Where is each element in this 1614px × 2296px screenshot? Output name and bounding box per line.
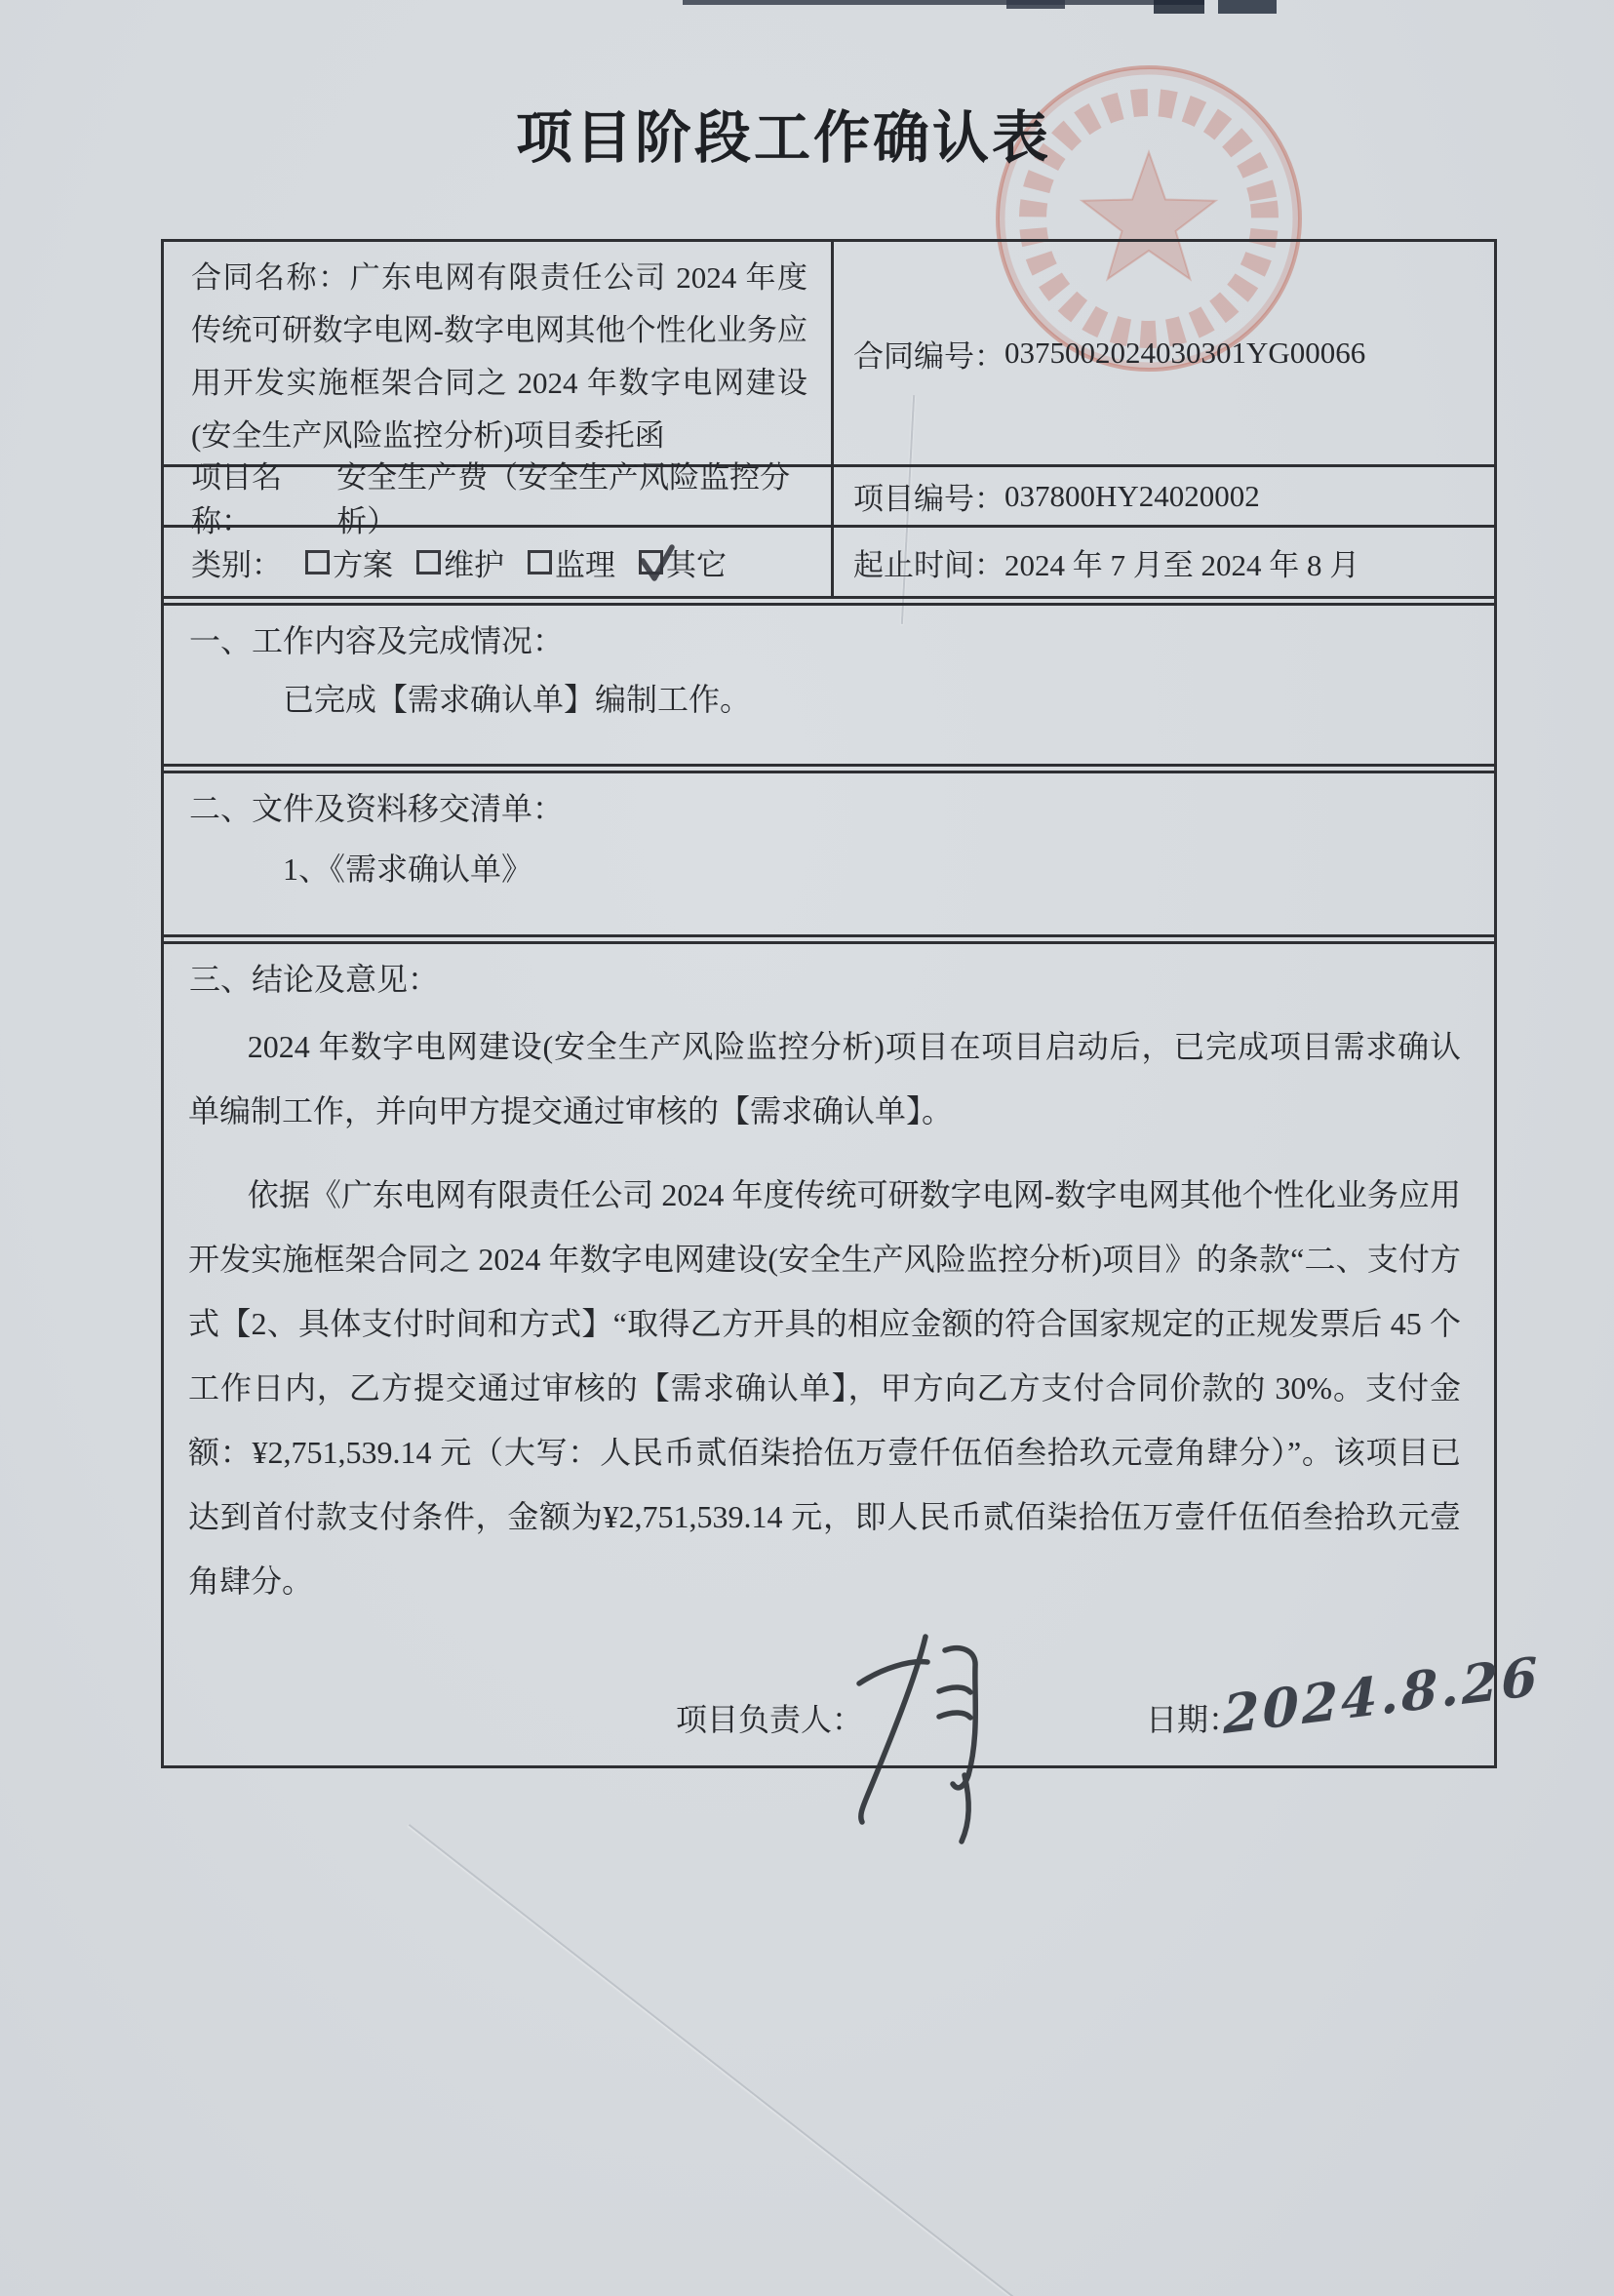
handwritten-check-icon bbox=[635, 539, 678, 582]
project-row bbox=[164, 459, 1494, 538]
page-title: 项目阶段工作确认表 bbox=[515, 106, 1051, 170]
duration-cell bbox=[834, 528, 1494, 596]
checkbox-label: 监理 bbox=[555, 547, 615, 582]
section-work-content bbox=[164, 596, 1494, 764]
checkbox-option-weihu bbox=[416, 540, 504, 584]
signature-row bbox=[164, 1643, 1541, 1775]
project-no-cell bbox=[834, 467, 1494, 525]
duration-value: 2024 年 7 月至 2024 年 8 月 bbox=[1004, 547, 1360, 582]
contract-name-label: 合同名称： bbox=[191, 260, 350, 295]
project-name-value: 安全生产费（安全生产风险监控分析） bbox=[336, 459, 791, 538]
confirmation-table bbox=[161, 239, 1541, 1768]
checkbox-option-jianli bbox=[528, 540, 615, 584]
duration-label: 起止时间： bbox=[853, 547, 1004, 582]
section2-heading: 二、文件及资料移交清单： bbox=[189, 791, 565, 826]
date-label: 日期： bbox=[1146, 1702, 1240, 1737]
section-handover-list bbox=[164, 764, 1494, 934]
contract-no-label: 合同编号： bbox=[853, 338, 1004, 374]
conclusion-paragraph-1: 2024 年数字电网建设(安全生产风险监控分析)项目在项目启动后，已完成项目需求确认单编制工作，并向甲方提交通过审核的【需求确认单】。 bbox=[188, 1029, 1461, 1128]
project-name-cell bbox=[164, 459, 834, 538]
checkbox-option-qita-checked bbox=[639, 540, 727, 584]
project-name-label: 项目名称： bbox=[191, 459, 282, 538]
section-conclusion bbox=[164, 934, 1541, 1765]
checkbox-icon bbox=[528, 550, 552, 574]
checkbox-label: 其它 bbox=[666, 547, 727, 582]
project-leader-label: 项目负责人： bbox=[676, 1702, 864, 1737]
category-cell bbox=[164, 528, 834, 596]
paper-crease bbox=[409, 1824, 1370, 2296]
conclusion-paragraph-2: 依据《广东电网有限责任公司 2024 年度传统可研数字电网-数字电网其他个性化业务应用开发实施框架合同之 2024 年数字电网建设(安全生产风险监控分析)项目》的条款“二、支付方式【2、具体支付时间和方式】“取得乙方开具的相应金额的符合国家规定的正规发票后 45 个工作日内，乙方提交通过审核的【需求确认单】，甲方向乙方支付合同价款的 30%。支付金额：¥2,751,539.14 元（大写：人民币贰佰柒拾伍万壹仟伍佰叁拾玖元壹角肆分）”。该项目已达到首付款支付条件，金额为¥2,751,539.14 元，即人民币贰佰柒拾伍万壹仟伍佰叁拾玖元壹角肆分。 bbox=[188, 1177, 1461, 1599]
scan-edge-artifact bbox=[1006, 0, 1065, 9]
contract-name-cell bbox=[164, 242, 834, 464]
section1-heading: 一、工作内容及完成情况： bbox=[189, 623, 565, 658]
scan-edge-artifact bbox=[1154, 0, 1204, 14]
scan-edge-artifact bbox=[1218, 0, 1277, 14]
handover-item: 1、《需求确认单》 bbox=[283, 851, 533, 887]
section3-heading: 三、结论及意见： bbox=[189, 962, 440, 997]
project-no-label: 项目编号： bbox=[853, 482, 1004, 516]
handwritten-date: 2024.8.26 bbox=[1222, 1643, 1541, 1747]
section1-body: 已完成【需求确认单】编制工作。 bbox=[283, 682, 752, 717]
contract-no-cell bbox=[834, 242, 1494, 464]
contract-name-value: 广东电网有限责任公司 2024 年度传统可研数字电网-数字电网其他个性化业务应用开发实施框架合同之 2024 年数字电网建设(安全生产风险监控分析)项目委托函 bbox=[191, 260, 808, 453]
category-label: 类别： bbox=[191, 547, 282, 582]
handwritten-signature bbox=[832, 1621, 1007, 1855]
checkbox-icon bbox=[305, 550, 330, 574]
contract-row bbox=[164, 242, 1494, 464]
checkbox-label: 方案 bbox=[333, 547, 393, 582]
checkbox-option-fangan bbox=[305, 540, 393, 584]
checkbox-label: 维护 bbox=[444, 547, 504, 582]
category-row bbox=[164, 525, 1494, 596]
project-no-value: 037800HY24020002 bbox=[1004, 478, 1260, 513]
scan-edge-artifact bbox=[683, 0, 1204, 5]
contract-no-value: 0375002024030301YG00066 bbox=[1004, 336, 1366, 370]
checkbox-checked-icon bbox=[639, 550, 663, 574]
checkbox-icon bbox=[416, 550, 441, 574]
